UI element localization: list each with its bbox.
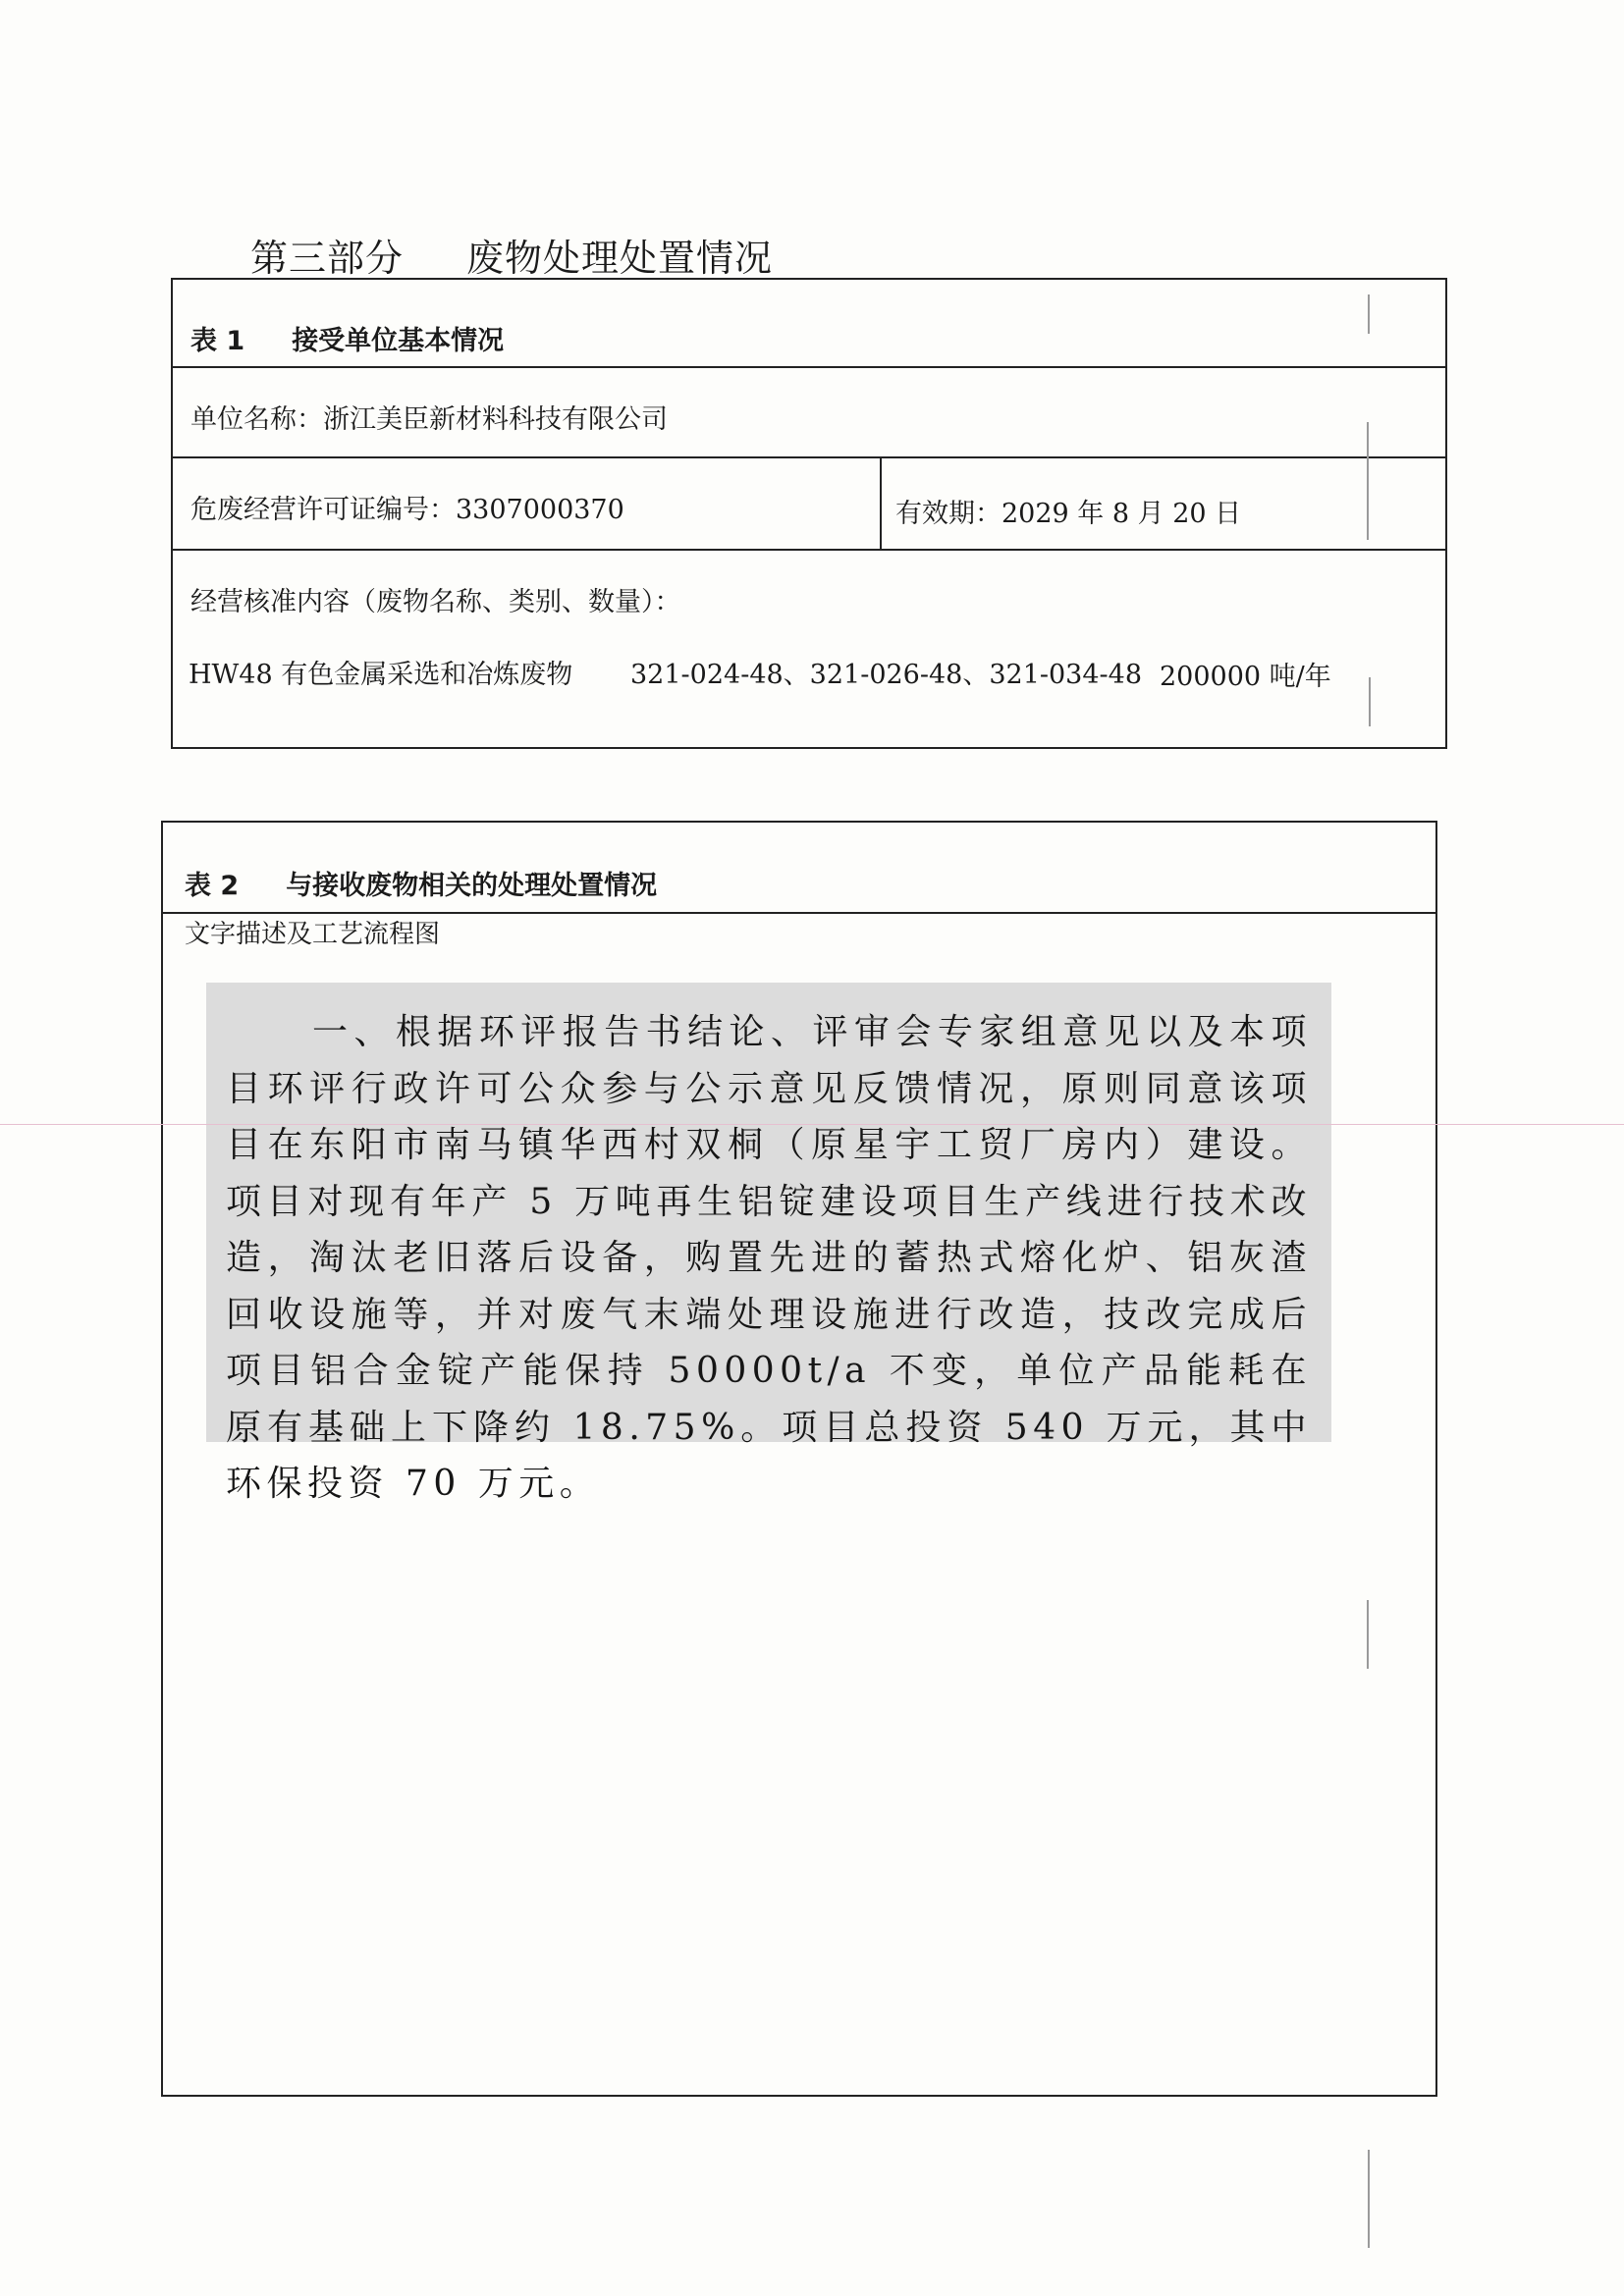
validity-date: 有效期：2029 年 8 月 20 日 <box>895 499 1242 529</box>
license-number: 危废经营许可证编号：3307000370 <box>190 495 624 525</box>
scan-speck <box>1368 2150 1370 2248</box>
unit-name: 单位名称：浙江美臣新材料科技有限公司 <box>190 404 668 435</box>
table-1-caption-row <box>173 280 1445 368</box>
table-1-title: 接受单位基本情况 <box>292 326 505 356</box>
table-2-caption-row <box>163 823 1435 914</box>
table-2-number: 表 2 <box>185 871 240 901</box>
scan-speck <box>1367 422 1369 540</box>
table-2-caption <box>185 864 657 902</box>
pasted-approval-excerpt <box>206 983 1331 1504</box>
scan-speck <box>1367 1600 1369 1669</box>
section-title <box>250 228 773 282</box>
unit-name-row <box>173 368 1445 458</box>
table-1-caption <box>190 319 504 357</box>
license-row <box>173 458 1445 551</box>
section-part: 第三部分 <box>250 237 405 280</box>
cell-divider <box>880 458 882 549</box>
waste-quantity: 200000 吨/年 <box>1160 662 1331 692</box>
table-2-subtitle: 文字描述及工艺流程图 <box>185 920 441 949</box>
scan-artifact-line <box>0 1124 1624 1125</box>
waste-name: HW48 有色金属采选和冶炼废物 <box>189 660 573 690</box>
scope-label: 经营核准内容（废物名称、类别、数量）： <box>190 587 681 617</box>
table-1-number: 表 1 <box>190 326 245 356</box>
table-2-title: 与接收废物相关的处理处置情况 <box>286 871 658 901</box>
scope-row <box>173 551 1445 747</box>
section-heading: 废物处理处置情况 <box>466 237 774 280</box>
table-1 <box>171 278 1447 749</box>
table-2 <box>161 821 1437 2097</box>
approval-text: 一、根据环评报告书结论、评审会专家组意见以及本项目环评行政许可公众参与公示意见反馈情况，原则同意该项目在东阳市南马镇华西村双桐（原星宇工贸厂房内）建设。项目对现有年产 5 万吨再生铝锭建设项目生产线进行技术改造，淘汰老旧落后设备，购置先进的蓄热式熔化炉、铝灰渣回收设施等，并对废气末端处理设施进行改造，技改完成后项目铝合金锭产能保持 50000t/a 不变，单位产品能耗在原有基础上下降约 18.75%。项目总投资 540 万元，其中环保投资 70 万元。 <box>226 1012 1312 1504</box>
waste-codes: 321-024-48、321-026-48、321-034-48 <box>630 660 1143 690</box>
scan-speck <box>1369 677 1371 726</box>
scan-speck <box>1368 294 1370 334</box>
